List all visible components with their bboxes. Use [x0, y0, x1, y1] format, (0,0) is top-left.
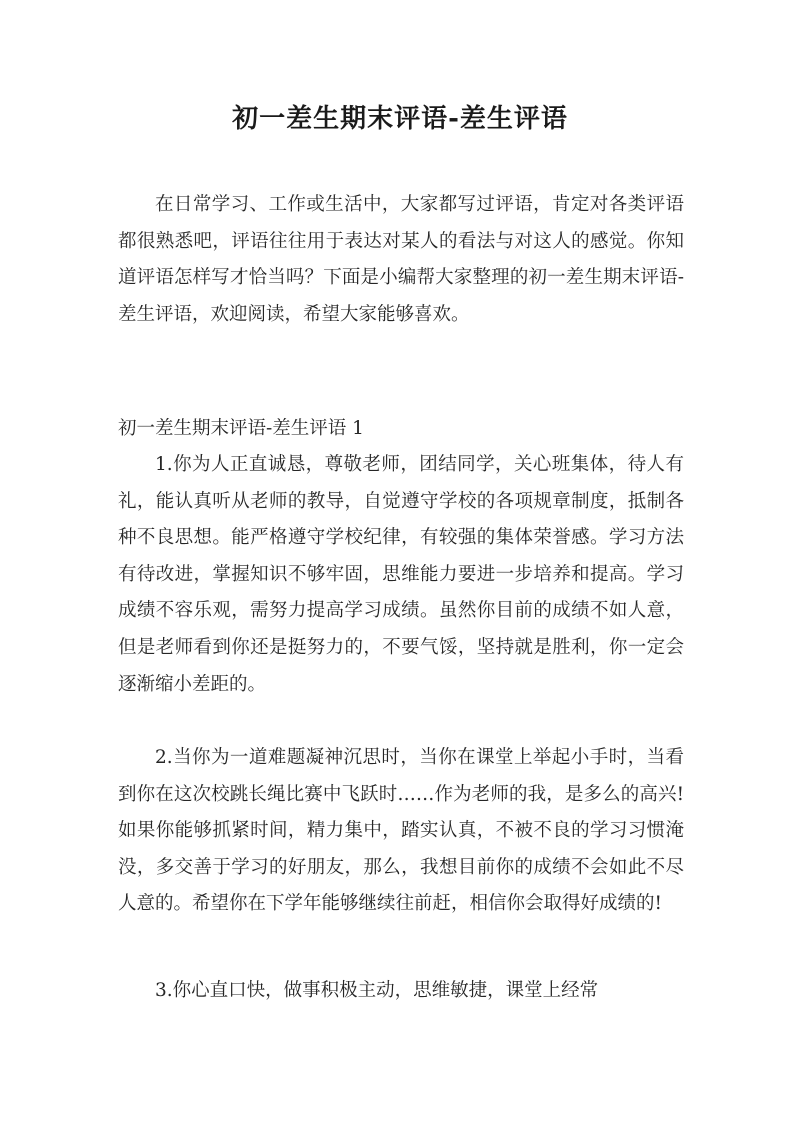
comment-item-1: 1.你为人正直诚恳，尊敬老师，团结同学，关心班集体，待人有礼，能认真听从老师的教导，自觉遵守学校的各项规章制度，抵制各种不良思想。能严格遵守学校纪律，有较强的集体荣誉感。学习方法有待改进，掌握知识不够牢固，思维能力要进一步培养和提高。学习成绩不容乐观，需努力提高学习成绩。虽然你目前的成绩不如人意，但是老师看到你还是挺努力的，不要气馁，坚持就是胜利，你一定会逐渐缩小差距的。: [118, 454, 684, 695]
comment-item-2: 2.当你为一道难题凝神沉思时，当你在课堂上举起小手时，当看到你在这次校跳长绳比赛中飞跃时……作为老师的我，是多么的高兴!如果你能够抓紧时间，精力集中，踏实认真，不被不良的学习习惯淹没，多交善于学习的好朋友，那么，我想目前你的成绩不会如此不尽人意的。希望你在下学年能够继续往前赶，相信你会取得好成绩的!: [118, 747, 684, 915]
section-heading: 初一差生期末评语-差生评语 1: [118, 418, 364, 439]
intro-paragraph: 在日常学习、工作或生活中，大家都写过评语，肯定对各类评语都很熟悉吧，评语往往用于表达对某人的看法与对这人的感觉。你知道评语怎样写才恰当吗？下面是小编帮大家整理的初一差生期末评语-差生评语，欢迎阅读，希望大家能够喜欢。: [118, 194, 684, 325]
comment-item-3: 3.你心直口快，做事积极主动，思维敏捷，课堂上经常: [155, 980, 599, 1001]
page-title: 初一差生期末评语-差生评语: [232, 104, 568, 134]
